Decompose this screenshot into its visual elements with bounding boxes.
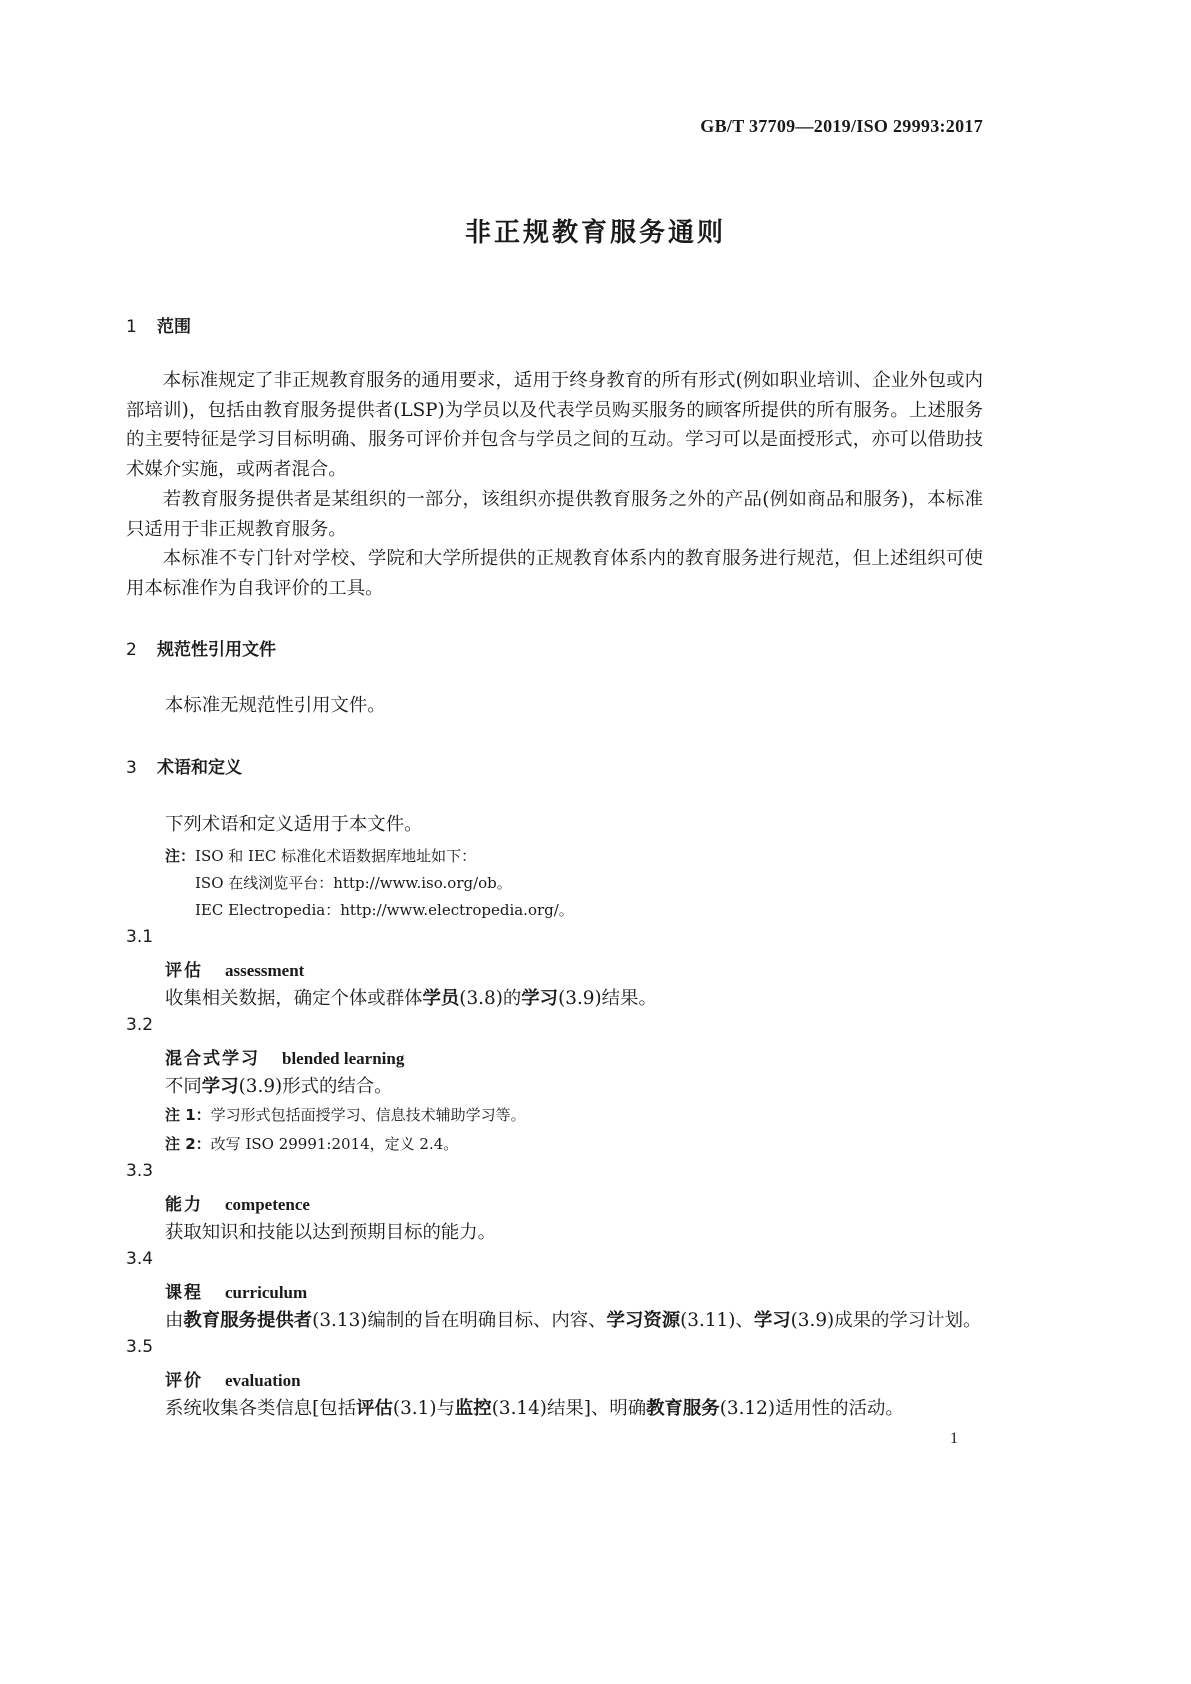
note-url-iec: IEC Electropedia：http://www.electropedia.org/。 — [195, 901, 574, 919]
paragraph: 若教育服务提供者是某组织的一部分，该组织亦提供教育服务之外的产品(例如商品和服务)，本标准只适用于非正规教育服务。 — [126, 488, 983, 540]
term-zh: 课程 — [165, 1283, 203, 1303]
term-number: 3.4 — [126, 1249, 154, 1269]
term-number: 3.1 — [126, 927, 154, 947]
cross-reference-term: 评估 — [356, 1398, 393, 1419]
definition-text: 不同 — [165, 1076, 202, 1097]
term-en: assessment — [225, 961, 305, 980]
document-title: 非正规教育服务通则 — [464, 218, 726, 248]
cross-reference-term: 学习 — [753, 1310, 791, 1331]
definition-text: (3.8)的 — [459, 988, 522, 1009]
cross-reference-term: 学习 — [521, 988, 559, 1009]
normative-text: 本标准无规范性引用文件。 — [165, 695, 386, 716]
cross-reference-term: 学习 — [201, 1076, 239, 1097]
scope-body — [126, 366, 983, 604]
note-label: 注 2： — [165, 1135, 211, 1153]
section-heading-terms — [126, 753, 242, 778]
paragraph: 本标准不专门针对学校、学院和大学所提供的正规教育体系内的教育服务进行规范，但上述组织可使用本标准作为自我评价的工具。 — [126, 548, 983, 599]
definition-text: (3.9)形式的结合。 — [238, 1076, 393, 1097]
page-number: 1 — [950, 1430, 958, 1447]
section-title: 术语和定义 — [157, 758, 242, 778]
definition-text: (3.11)、 — [680, 1310, 754, 1331]
note-text: ISO 和 IEC 标准化术语数据库地址如下： — [195, 847, 477, 865]
section-number: 1 — [126, 317, 137, 337]
term-definition — [165, 1394, 904, 1420]
term-heading — [165, 1044, 404, 1069]
terms-intro: 下列术语和定义适用于本文件。 — [165, 814, 423, 835]
term-zh: 能力 — [165, 1195, 203, 1215]
cross-reference-term: 学习资源 — [606, 1310, 681, 1331]
definition-text: (3.1)与 — [392, 1398, 455, 1419]
term-definition — [165, 1218, 496, 1244]
term-heading — [165, 1366, 301, 1391]
term-number: 3.5 — [126, 1337, 154, 1357]
term-en: evaluation — [225, 1371, 301, 1390]
cross-reference-term: 学员 — [422, 988, 460, 1009]
term-note — [165, 1133, 458, 1154]
term-en: competence — [225, 1195, 310, 1214]
section-number: 2 — [126, 640, 137, 660]
definition-text: (3.9)成果的学习计划。 — [790, 1310, 982, 1331]
term-definition — [165, 1072, 393, 1098]
note-label: 注 1： — [165, 1106, 211, 1124]
section-title: 范围 — [157, 317, 191, 337]
term-en: blended learning — [282, 1049, 405, 1068]
note-text: 学习形式包括面授学习、信息技术辅助学习等。 — [210, 1106, 526, 1124]
definition-text: 系统收集各类信息[包括 — [165, 1398, 357, 1419]
definition-text: (3.13)编制的旨在明确目标、内容、 — [312, 1310, 607, 1331]
section-heading-scope — [126, 312, 191, 337]
standard-code-header: GB/T 37709—2019/ISO 29993:2017 — [700, 116, 983, 136]
section-title: 规范性引用文件 — [157, 640, 276, 660]
term-number: 3.3 — [126, 1161, 154, 1181]
definition-text: 由 — [165, 1310, 184, 1331]
section-heading-normative — [126, 635, 276, 660]
note-url-iso: ISO 在线浏览平台：http://www.iso.org/ob。 — [195, 874, 512, 892]
cross-reference-term: 教育服务 — [646, 1398, 720, 1419]
definition-text: (3.9)结果。 — [558, 988, 657, 1009]
term-definition — [165, 984, 657, 1010]
definition-text: (3.14)结果]、明确 — [491, 1398, 647, 1419]
term-zh: 评价 — [165, 1371, 203, 1391]
cross-reference-term: 监控 — [454, 1398, 492, 1419]
section-number: 3 — [126, 758, 137, 778]
term-heading — [165, 1278, 307, 1303]
term-definition — [165, 1306, 981, 1332]
term-note — [165, 1104, 526, 1125]
term-zh: 混合式学习 — [165, 1049, 260, 1069]
definition-text: 获取知识和技能以达到预期目标的能力。 — [165, 1222, 497, 1243]
term-en: curriculum — [225, 1283, 308, 1302]
paragraph: 本标准规定了非正规教育服务的通用要求，适用于终身教育的所有形式(例如职业培训、企业外包或内部培训)，包括由教育服务提供者(LSP)为学员以及代表学员购买服务的顾客所提供的所有服务。上述服务的主要特征是学习目标明确、服务可评价并包含与学员之间的互动。学习可以是面授形式，亦可以借助技术媒介实施，或两者混合。 — [126, 370, 983, 481]
definition-text: 收集相关数据，确定个体或群体 — [165, 988, 423, 1009]
terms-note — [165, 845, 476, 866]
term-zh: 评估 — [165, 961, 203, 981]
term-heading — [165, 1190, 310, 1215]
term-heading — [165, 956, 304, 981]
note-label: 注： — [165, 847, 196, 865]
note-text: 改写 ISO 29991:2014，定义 2.4。 — [210, 1135, 459, 1153]
term-number: 3.2 — [126, 1015, 154, 1035]
cross-reference-term: 教育服务提供者 — [183, 1310, 313, 1331]
definition-text: (3.12)适用性的活动。 — [719, 1398, 904, 1419]
